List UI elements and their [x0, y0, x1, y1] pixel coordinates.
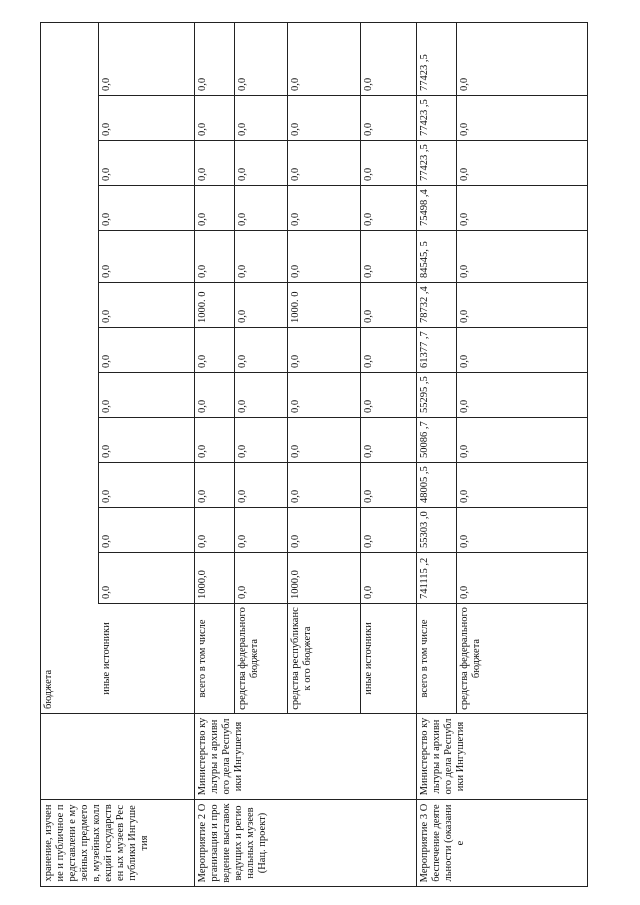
value-cell: 0,0	[235, 508, 288, 553]
value-cell: 0,0	[195, 463, 235, 508]
value-cell: 0,0	[235, 553, 288, 604]
value-cell: 78732 ,4	[417, 283, 457, 328]
value-cell: 0,0	[235, 186, 288, 231]
funding-source-label: иные источники	[99, 604, 195, 714]
value-cell: 0,0	[99, 418, 195, 463]
value-cell: 55303 ,0	[417, 508, 457, 553]
value-cell: 741115 ,2	[417, 553, 457, 604]
value-cell: 0,0	[361, 283, 417, 328]
value-cell: 0,0	[361, 373, 417, 418]
funding-source-label: средства федерального бюджета	[457, 604, 588, 714]
executor-cell	[41, 714, 195, 800]
value-cell: 0,0	[457, 22, 588, 95]
value-cell: 77423 ,5	[417, 22, 457, 95]
value-cell: 0,0	[457, 418, 588, 463]
value-cell: 0,0	[361, 553, 417, 604]
funding-source-label: бюджета	[41, 22, 99, 713]
value-cell: 0,0	[99, 283, 195, 328]
value-cell: 75498 ,4	[417, 186, 457, 231]
value-cell: 0,0	[235, 328, 288, 373]
measure-name-cell: Мероприятие 3 Обеспечение деятельности (оказание	[417, 800, 588, 887]
value-cell: 0,0	[195, 141, 235, 186]
value-cell: 0,0	[195, 373, 235, 418]
value-cell: 0,0	[361, 22, 417, 95]
value-cell: 1000. 0	[195, 283, 235, 328]
value-cell: 0,0	[99, 141, 195, 186]
value-cell: 0,0	[457, 231, 588, 283]
value-cell: 0,0	[361, 141, 417, 186]
value-cell: 0,0	[235, 283, 288, 328]
value-cell: 0,0	[99, 373, 195, 418]
value-cell: 0,0	[235, 373, 288, 418]
value-cell: 0,0	[195, 231, 235, 283]
measure-name-cell: хранение, изучение и публичное представлени е музейных предметов, музейных коллекций государствен ых музеев Республики Ингушетия	[41, 800, 195, 887]
value-cell: 0,0	[235, 96, 288, 141]
rotated-table-wrapper	[40, 23, 587, 887]
value-cell: 0,0	[457, 141, 588, 186]
measure-name-cell: Мероприятие 2 Организация и проведение выставок ведущих и региональных музеев (Нац. проект)	[195, 800, 417, 887]
value-cell: 77423 ,5	[417, 96, 457, 141]
budget-table	[40, 22, 588, 887]
value-cell: 0,0	[235, 141, 288, 186]
value-cell: 0,0	[288, 186, 361, 231]
value-cell: 0,0	[99, 328, 195, 373]
value-cell: 0,0	[457, 186, 588, 231]
table-row	[41, 22, 99, 886]
funding-source-label: иные источники	[361, 604, 417, 714]
value-cell: 61377 ,7	[417, 328, 457, 373]
value-cell: 0,0	[288, 328, 361, 373]
value-cell: 0,0	[288, 231, 361, 283]
value-cell: 0,0	[195, 418, 235, 463]
value-cell: 0,0	[99, 22, 195, 95]
value-cell: 0,0	[99, 463, 195, 508]
executor-cell: Министерство культуры и архивного дела Республики Ингушетия	[417, 714, 588, 800]
executor-cell: Министерство культуры и архивного дела Республики Ингушетия	[195, 714, 417, 800]
value-cell: 0,0	[99, 186, 195, 231]
table-row	[195, 22, 235, 886]
value-cell: 0,0	[361, 508, 417, 553]
value-cell: 0,0	[457, 463, 588, 508]
value-cell: 77423 ,5	[417, 141, 457, 186]
value-cell: 0,0	[195, 328, 235, 373]
value-cell: 1000. 0	[288, 283, 361, 328]
value-cell: 0,0	[288, 418, 361, 463]
value-cell: 0,0	[361, 96, 417, 141]
value-cell: 0,0	[195, 96, 235, 141]
value-cell: 0,0	[361, 328, 417, 373]
value-cell: 0,0	[195, 186, 235, 231]
funding-source-label: средства федерального бюджета	[235, 604, 288, 714]
value-cell: 0,0	[361, 186, 417, 231]
value-cell: 0,0	[288, 141, 361, 186]
value-cell: 0,0	[361, 463, 417, 508]
value-cell: 0,0	[99, 96, 195, 141]
value-cell: 0,0	[288, 96, 361, 141]
value-cell: 0,0	[99, 508, 195, 553]
value-cell: 50086 ,7	[417, 418, 457, 463]
value-cell: 0,0	[457, 283, 588, 328]
value-cell: 1000,0	[195, 553, 235, 604]
value-cell: 0,0	[361, 231, 417, 283]
value-cell: 0,0	[457, 328, 588, 373]
funding-source-label: всего в том числе	[417, 604, 457, 714]
value-cell: 0,0	[99, 231, 195, 283]
value-cell: 0,0	[235, 463, 288, 508]
value-cell: 0,0	[457, 553, 588, 604]
value-cell: 1000,0	[288, 553, 361, 604]
table-row	[417, 22, 457, 886]
value-cell: 0,0	[457, 373, 588, 418]
value-cell: 0,0	[99, 553, 195, 604]
value-cell: 0,0	[235, 231, 288, 283]
value-cell: 84545, 5	[417, 231, 457, 283]
value-cell: 48005 ,5	[417, 463, 457, 508]
value-cell: 0,0	[457, 96, 588, 141]
value-cell: 0,0	[288, 22, 361, 95]
funding-source-label: средства республиканск ого бюджета	[288, 604, 361, 714]
value-cell: 0,0	[195, 22, 235, 95]
value-cell: 0,0	[288, 373, 361, 418]
value-cell: 0,0	[235, 418, 288, 463]
value-cell: 0,0	[288, 463, 361, 508]
value-cell: 0,0	[361, 418, 417, 463]
value-cell: 55295 ,5	[417, 373, 457, 418]
funding-source-label: всего в том числе	[195, 604, 235, 714]
value-cell: 0,0	[457, 508, 588, 553]
value-cell: 0,0	[235, 22, 288, 95]
value-cell: 0,0	[195, 508, 235, 553]
value-cell: 0,0	[288, 508, 361, 553]
